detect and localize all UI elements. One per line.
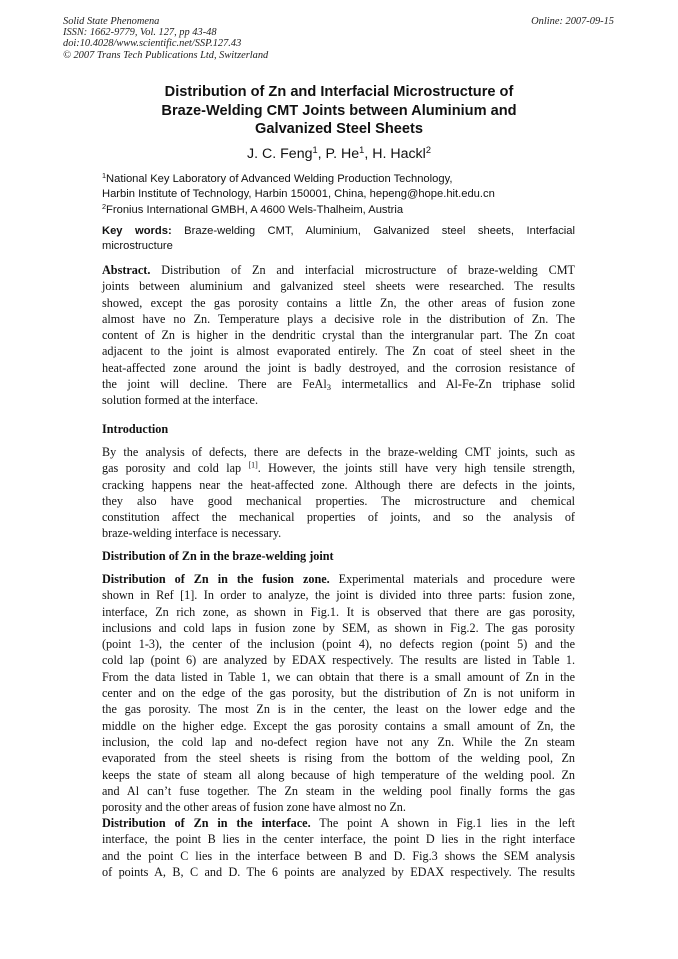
online-date: Online: 2007-09-15 xyxy=(531,16,614,27)
abstract xyxy=(102,262,575,409)
affiliation-line xyxy=(102,203,495,218)
intro-line: they also have good mechanical properties. The microstructure and chemical xyxy=(102,493,575,508)
fusion-line: inclusion, the cold lap and no-defect region have not any Zn. While the Zn steam xyxy=(102,734,575,749)
paper-title xyxy=(100,83,578,139)
intro-line: braze-welding interface is necessary. xyxy=(102,526,282,541)
journal-info xyxy=(63,16,268,61)
fusion-line: and Al can’t fuse together. The Zn steam in the welding pool finally forms the gas xyxy=(102,783,575,798)
author-list xyxy=(100,145,578,163)
intro-line xyxy=(102,460,575,476)
affiliation-line: Harbin Institute of Technology, Harbin 150001, China, hepeng@hope.hit.edu.cn xyxy=(102,188,495,201)
affil-mark: 2 xyxy=(102,201,107,211)
abstract-line: almost have no Zn. Temperature plays a decisive role in the distribution of Zn. The xyxy=(102,311,575,326)
journal-copyright: © 2007 Trans Tech Publications Ltd, Switzerland xyxy=(63,49,269,61)
keywords-line: microstructure xyxy=(102,240,173,252)
section-heading: Distribution of Zn in the braze-welding joint xyxy=(102,549,334,563)
abstract-label: Abstract. xyxy=(102,263,151,277)
fusion-line: middle on the higher edge. Except the gas porosity contains a small amount of Zn, the xyxy=(102,718,575,733)
subscript: 3 xyxy=(326,382,332,393)
keywords-label: Key words: xyxy=(102,225,172,237)
intro-line: cracking happens near the heat-affected zone. Although there are defects in the joints, xyxy=(102,477,575,492)
abstract-line xyxy=(102,376,575,392)
intro-line: constitution affect the mechanical properties of joints, and so the analysis of xyxy=(102,510,575,525)
abstract-line: adjacent to the joint is almost evaporated entirely. The Zn coat of steel sheet in the xyxy=(102,344,575,359)
keywords-line xyxy=(102,224,575,239)
affiliations xyxy=(102,172,495,218)
author-name: J. C. Feng xyxy=(247,146,313,162)
fusion-line: center and on the edge of the gas porosity, but the distribution of Zn is not uniform in xyxy=(102,686,575,701)
title-line: Distribution of Zn and Interfacial Microstructure of xyxy=(164,84,514,100)
interface-line: and the point C lies in the interface between B and D. Fig.3 shows the SEM analysis xyxy=(102,848,575,863)
author-name: P. He xyxy=(325,146,360,162)
fusion-line: (point 1-3), the center of the inclusion (point 4), no defects region (point 5) and the xyxy=(102,637,575,652)
author-separator: , xyxy=(317,146,326,162)
fusion-line xyxy=(102,571,575,587)
fusion-line: keeps the state of steam all along because of high temperature of the welding pool. Zn xyxy=(102,767,575,782)
abstract-line: solution formed at the interface. xyxy=(102,393,259,408)
abstract-line: showed, except the gas porosity contains a little Zn, the other areas of fusion zone xyxy=(102,295,575,310)
keywords-text: Braze-welding CMT, Aluminium, Galvanized steel sheets, Interfacial xyxy=(171,225,575,237)
interface-line: interface, the point B lies in the center interface, the point D lies in the right interface xyxy=(102,832,575,847)
journal-name: Solid State Phenomena xyxy=(63,16,160,27)
affiliation-line xyxy=(102,172,495,187)
affiliation-text: Fronius International GMBH, A 4600 Wels-Thalheim, Austria xyxy=(106,203,404,216)
title-line: Braze-Welding CMT Joints between Aluminium and xyxy=(161,102,517,119)
intro-text: . However, the joints still have very high tensile strength, xyxy=(257,461,575,476)
interface-paragraph xyxy=(102,815,575,880)
author-affil-mark: 1 xyxy=(312,144,318,155)
keywords xyxy=(102,224,575,254)
intro-text: gas porosity and cold lap xyxy=(102,461,249,476)
fusion-line: inclusions and cold laps in fusion zone by SEM, as shown in Fig.2. The gas porosity xyxy=(102,620,575,635)
fusion-line: From the data listed in Table 1, we can obtain that there is a small amount of Zn in the xyxy=(102,669,575,684)
fusion-zone-paragraph xyxy=(102,571,575,815)
interface-line xyxy=(102,815,575,831)
abstract-line: heat-affected zone around the joint is badly destroyed, and the corrosion resistance of xyxy=(102,360,575,375)
interface-line: of points A, B, C and D. The 6 points are analyzed by EDAX respectively. The results xyxy=(102,864,575,879)
author-name: H. Hackl xyxy=(372,146,426,162)
abstract-line: joints between aluminium and galvanized steel sheets were researched. The results xyxy=(102,279,575,294)
abstract-text: Distribution of Zn and interfacial microstructure of braze-welding CMT xyxy=(150,263,575,277)
journal-issn: ISSN: 1662-9779, Vol. 127, pp 43-48 xyxy=(63,27,217,39)
author-separator: , xyxy=(364,146,373,162)
fusion-line: porosity and the other areas of fusion zone have almost no Zn. xyxy=(102,800,406,815)
affil-mark: 1 xyxy=(102,171,107,180)
author-affil-mark: 1 xyxy=(359,144,365,155)
fusion-label: Distribution of Zn in the fusion zone. xyxy=(102,572,330,586)
fusion-line: shown in Ref [1]. In order to analyze, the joint is divided into three parts: fusion zone, xyxy=(102,588,575,603)
author-affil-mark: 2 xyxy=(425,144,431,155)
citation: [1] xyxy=(248,460,258,470)
abstract-text: the joint will decline. There are FeAl xyxy=(102,377,327,392)
fusion-line: evaporated from the steel sheets is rising from the bottom of the welding pool, Zn xyxy=(102,751,575,766)
introduction-body xyxy=(102,444,575,542)
fusion-text: Experimental materials and procedure were xyxy=(329,572,575,586)
title-line: Galvanized Steel Sheets xyxy=(255,121,423,137)
journal-doi: doi:10.4028/www.scientific.net/SSP.127.43 xyxy=(63,38,242,50)
fusion-line: the gas porosity. The most Zn is in the center, the least on the lower edge and the xyxy=(102,702,575,717)
abstract-text: intermetallics and Al-Fe-Zn triphase solid xyxy=(331,377,575,392)
abstract-line xyxy=(102,262,575,278)
fusion-line: interface, Zn rich zone, as shown in Fig.1. It is observed that there are gas porosity, xyxy=(102,604,575,619)
intro-line: By the analysis of defects, there are defects in the braze-welding CMT joints, such as xyxy=(102,445,575,459)
interface-text: The point A shown in Fig.1 lies in the left xyxy=(310,816,575,830)
abstract-line: content of Zn is higher in the dendritic crystal than the intergranular part. The Zn coat xyxy=(102,328,575,343)
introduction-heading: Introduction xyxy=(102,422,169,436)
interface-label: Distribution of Zn in the interface. xyxy=(102,816,311,830)
affiliation-text: National Key Laboratory of Advanced Welding Production Technology, xyxy=(106,173,453,185)
fusion-line: cold lap (point 6) are analyzed by EDAX respectively. The results are listed in Table 1. xyxy=(102,653,575,668)
